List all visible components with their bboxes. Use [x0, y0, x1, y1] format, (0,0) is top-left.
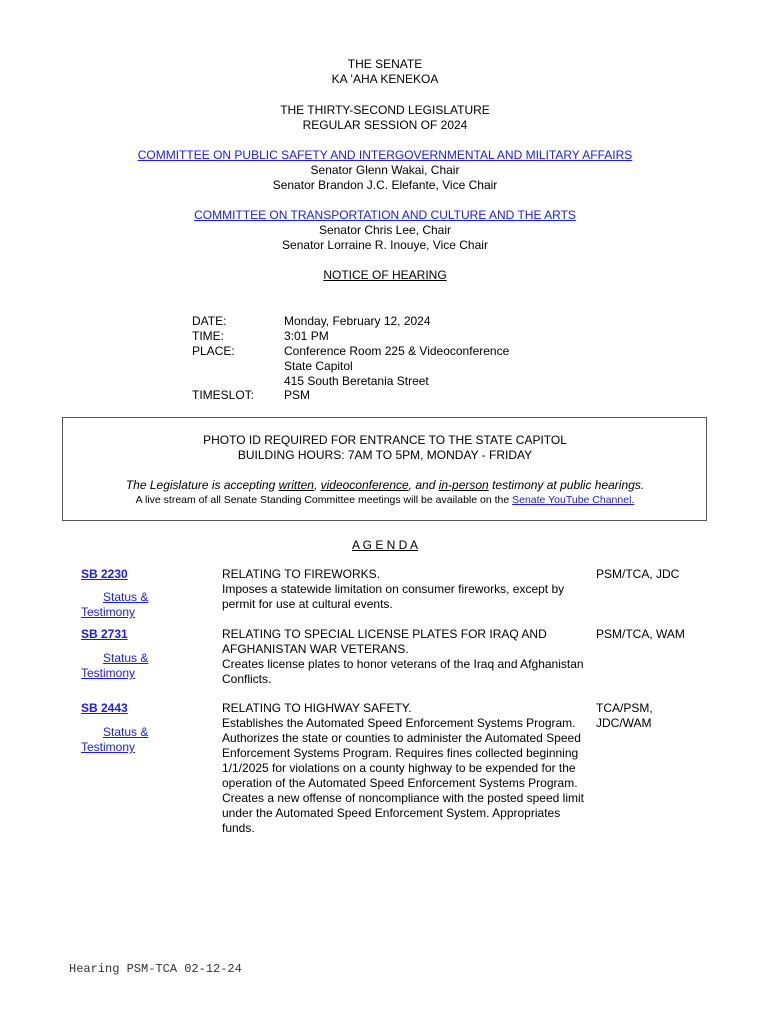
in-person-testimony-text: in-person [438, 478, 489, 492]
testimony-accepting-notice [0, 478, 770, 493]
status-link-sb2230-line1[interactable]: Status & [103, 590, 149, 604]
session-title: REGULAR SESSION OF 2024 [302, 118, 468, 132]
timeslot-value: PSM [284, 388, 311, 402]
agenda-heading [0, 538, 770, 553]
bill-description-sb2731: Creates license plates to honor veterans of the Iraq and Afghanistan Conflicts. [222, 657, 584, 686]
place-address: 415 South Beretania Street [284, 374, 429, 388]
testimony-link-sb2443-line2[interactable]: Testimony [81, 740, 136, 754]
building-hours-notice: BUILDING HOURS: 7AM TO 5PM, MONDAY - FRIDAY [237, 448, 533, 462]
place-label: PLACE: [192, 344, 235, 358]
status-link-sb2731-line1[interactable]: Status & [103, 651, 149, 665]
bill-number-sb2230 [81, 567, 128, 582]
testimony-link-sb2230 [81, 605, 135, 620]
committee-tca-vice-chair: Senator Lorraine R. Inouye, Vice Chair [282, 238, 488, 252]
bill-link-sb2230[interactable]: SB 2230 [81, 567, 128, 581]
live-stream-text: A live stream of all Senate Standing Committee meetings will be available on the [135, 494, 513, 506]
notice-of-hearing-title: NOTICE OF HEARING [323, 268, 447, 282]
bill-committees-sb2230: PSM/TCA, JDC [596, 567, 680, 581]
accepting-suffix: testimony at public hearings. [488, 478, 645, 492]
bill-link-sb2443[interactable]: SB 2443 [81, 701, 128, 715]
status-link-sb2443-line1[interactable]: Status & [103, 725, 149, 739]
timeslot-label: TIMESLOT: [192, 388, 255, 402]
bill-number-sb2443 [81, 701, 128, 716]
place-room: Conference Room 225 & Videoconference [284, 344, 510, 358]
bill-committees-sb2443-line2: JDC/WAM [596, 716, 652, 730]
place-building: State Capitol [284, 359, 353, 373]
bill-description-sb2230: Imposes a statewide limitation on consumer fireworks, except by permit for use at cultural events. [222, 582, 565, 611]
time-label: TIME: [192, 329, 224, 343]
committee-tca-link[interactable]: COMMITTEE ON TRANSPORTATION AND CULTURE AND THE ARTS [194, 208, 576, 222]
time-value: 3:01 PM [284, 329, 329, 343]
bill-link-sb2731[interactable]: SB 2731 [81, 627, 128, 641]
bill-committees-sb2443-line1: TCA/PSM, [596, 701, 653, 715]
legislature-title: THE THIRTY-SECOND LEGISLATURE [280, 103, 490, 117]
date-label: DATE: [192, 314, 227, 328]
committee-psm-link[interactable]: COMMITTEE ON PUBLIC SAFETY AND INTERGOVERNMENTAL AND MILITARY AFFAIRS [137, 148, 633, 162]
bill-committees-sb2731: PSM/TCA, WAM [596, 627, 685, 641]
accepting-prefix: The Legislature is accepting [125, 478, 279, 492]
testimony-link-sb2731 [81, 666, 135, 681]
senate-youtube-link[interactable]: Senate YouTube Channel. [512, 494, 635, 506]
bill-description-sb2443: Establishes the Automated Speed Enforcement Systems Program. Authorizes the state or counties to administer the Automated Speed Enforcement Systems Program. Requires fines collected beginning 1/1/2025 for violations on a county highway to be expended for the operation of the Automated Speed Enforcement Systems Program. Creates a new offense of noncompliance with the posted speed limit under the Automated Speed Enforcement System. Appropriates funds. [222, 716, 584, 835]
accepting-separator-1: , [313, 478, 321, 492]
bill-title-sb2731: RELATING TO SPECIAL LICENSE PLATES FOR IRAQ AND AFGHANISTAN WAR VETERANS. [222, 627, 547, 656]
notice-of-hearing-heading [0, 268, 770, 283]
committee-tca-heading [0, 208, 770, 223]
agenda-title: A G E N D A [351, 538, 419, 552]
testimony-link-sb2731-line2[interactable]: Testimony [81, 666, 136, 680]
testimony-link-sb2230-line2[interactable]: Testimony [81, 605, 136, 619]
accepting-separator-2: , and [408, 478, 439, 492]
bill-title-sb2443: RELATING TO HIGHWAY SAFETY. [222, 701, 412, 715]
date-value: Monday, February 12, 2024 [284, 314, 431, 328]
senate-title: THE SENATE [347, 57, 423, 71]
committee-psm-chair: Senator Glenn Wakai, Chair [310, 163, 460, 177]
videoconference-testimony-text: videoconference [320, 478, 409, 492]
bill-number-sb2731 [81, 627, 128, 642]
senate-hawaiian-title: KA ʻAHA KENEKOA [331, 72, 439, 86]
bill-title-sb2230: RELATING TO FIREWORKS. [222, 567, 381, 581]
written-testimony-text: written [278, 478, 314, 492]
committee-psm-heading [0, 148, 770, 163]
status-link-sb2230 [103, 590, 148, 605]
testimony-link-sb2443 [81, 740, 135, 755]
hearing-footer-label: Hearing PSM-TCA 02-12-24 [69, 962, 242, 976]
status-link-sb2731 [103, 651, 148, 666]
status-link-sb2443 [103, 725, 148, 740]
committee-tca-chair: Senator Chris Lee, Chair [318, 223, 452, 237]
photo-id-notice: PHOTO ID REQUIRED FOR ENTRANCE TO THE STATE CAPITOL [203, 433, 567, 447]
committee-psm-vice-chair: Senator Brandon J.C. Elefante, Vice Chair [272, 178, 498, 192]
live-stream-notice [0, 493, 770, 508]
